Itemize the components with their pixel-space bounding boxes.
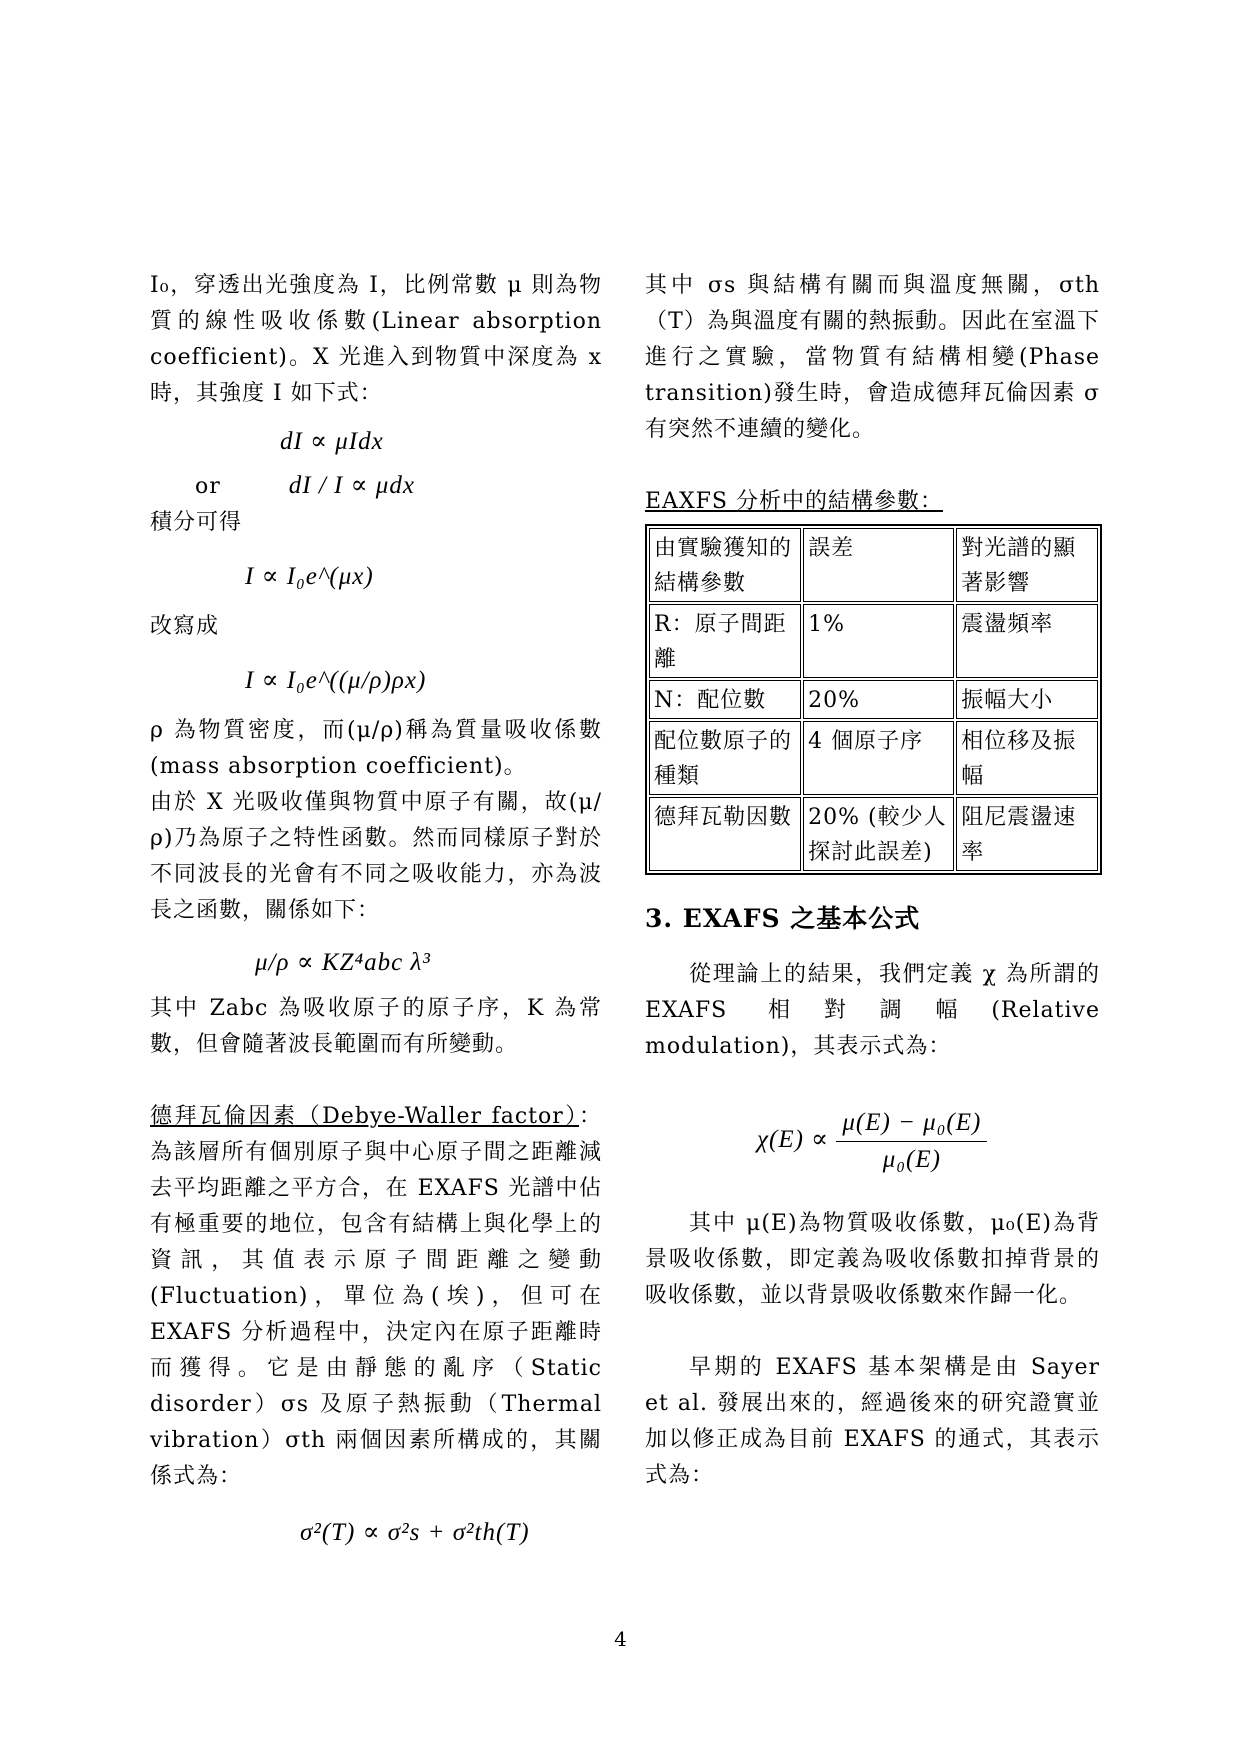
table-cell: 4 個原子序 [803, 721, 954, 795]
chi-fraction [836, 1105, 987, 1178]
wavelength-paragraph: 由於 X 光吸收僅與物質中原子有關，故(μ/ρ)乃為原子之特性函數。然而同樣原子對於不同波長的光會有不同之吸收能力，亦為波長之函數，關係如下： [150, 790, 602, 923]
table-row [649, 604, 1098, 678]
table-cell: 對光譜的顯著影響 [956, 528, 1098, 602]
table-title: EAXFS 分析中的結構參數： [645, 489, 943, 514]
table-cell: 誤差 [803, 528, 954, 602]
sigma-paragraph: 其中 σs 與結構有關而與溫度無關，σth（T）為與溫度有關的熱振動。因此在室溫下進行之實驗，當物質有結構相變(Phase transition)發生時，會造成德拜瓦倫因素 σ 有突然不連續的變化。 [645, 273, 1100, 442]
table-cell: 振幅大小 [956, 680, 1098, 719]
table-cell: 由實驗獲知的結構參數 [649, 528, 801, 602]
left-column [150, 268, 602, 1551]
integral-label: 積分可得 [150, 510, 243, 535]
section-heading: 3. EXAFS 之基本公式 [645, 904, 921, 933]
sayer-paragraph: 早期的 EXAFS 基本架構是由 Sayer et al. 發展出來的，經過後來的研究證實並加以修正成為目前 EXAFS 的通式，其表示式為： [645, 1355, 1100, 1488]
table-cell: 阻尼震盪速率 [956, 797, 1098, 871]
density-paragraph: ρ 為物質密度，而(μ/ρ)稱為質量吸收係數(mass absorption coefficient)。 [150, 718, 602, 779]
table-cell: 震盪頻率 [956, 604, 1098, 678]
table-cell: 20% [803, 680, 954, 719]
intro-paragraph: I₀，穿透出光強度為 I，比例常數 μ 則為物質的線性吸收係數(Linear absorption coefficient)。X 光進入到物質中深度為 x 時，其強度 I 如下式： [150, 273, 602, 406]
page-number: 4 [614, 1627, 627, 1651]
mu-explanation-paragraph: 其中 μ(E)為物質吸收係數，μ₀(E)為背景吸收係數，即定義為吸收係數扣掉背景的吸收係數，並以背景吸收係數來作歸一化。 [645, 1211, 1100, 1308]
table-cell: 配位數原子的種類 [649, 721, 801, 795]
equation-5: μ/ρ ∝ KZ⁴abc λ³ [255, 949, 431, 976]
equation-6: σ²(T) ∝ σ²s + σ²th(T) [300, 1519, 530, 1546]
chi-equation [757, 1105, 1100, 1178]
equation-4: I ∝ I₀e^((μ/ρ)ρx) [245, 667, 427, 694]
or-label: or [195, 474, 221, 499]
rewrite-label: 改寫成 [150, 614, 220, 639]
table-header-row [649, 528, 1098, 602]
table-cell: 20% (較少人探討此誤差) [803, 797, 954, 871]
right-column [645, 268, 1100, 1494]
equation-2: dI / I ∝ μdx [288, 472, 415, 499]
debye-waller-label: 德拜瓦倫因素（Debye-Waller factor） [150, 1104, 579, 1129]
chi-equation-lhs: χ(E) ∝ [757, 1126, 830, 1154]
table-row [649, 721, 1098, 795]
chi-denominator: μ₀(E) [882, 1146, 941, 1173]
table-row [649, 680, 1098, 719]
table-cell: N：配位數 [649, 680, 801, 719]
table-cell: 1% [803, 604, 954, 678]
table-row [649, 797, 1098, 871]
equation-1: dI ∝ μIdx [280, 428, 384, 455]
debye-waller-text: ：為該層所有個別原子與中心原子間之距離減去平均距離之平方合，在 EXAFS 光譜中佔有極重要的地位，包含有結構上與化學上的資訊，其值表示原子間距離之變動(Fluctuation)，單位為(埃)，但可在 EXAFS 分析過程中，決定內在原子距離時而獲得。它是由靜態的亂序（Static disorder）σs 及原子熱振動（Thermal vibration）σth 兩個因素所構成的，其關係式為： [150, 1104, 602, 1489]
z-abc-paragraph: 其中 Zabc 為吸收原子的原子序，K 為常數，但會隨著波長範圍而有所變動。 [150, 996, 602, 1057]
table-cell: 德拜瓦勒因數 [649, 797, 801, 871]
chi-numerator: μ(E) − μ₀(E) [836, 1105, 987, 1142]
equation-3: I ∝ I₀e^(μx) [245, 563, 374, 590]
equation-2-row [195, 468, 602, 505]
structure-parameters-table [645, 524, 1102, 875]
chi-definition-paragraph: 從理論上的結果，我們定義 χ 為所謂的 EXAFS 相對調幅(Relative modulation)，其表示式為： [645, 962, 1100, 1059]
debye-waller-paragraph [150, 1099, 602, 1495]
table-cell: R：原子間距離 [649, 604, 801, 678]
table-cell: 相位移及振幅 [956, 721, 1098, 795]
